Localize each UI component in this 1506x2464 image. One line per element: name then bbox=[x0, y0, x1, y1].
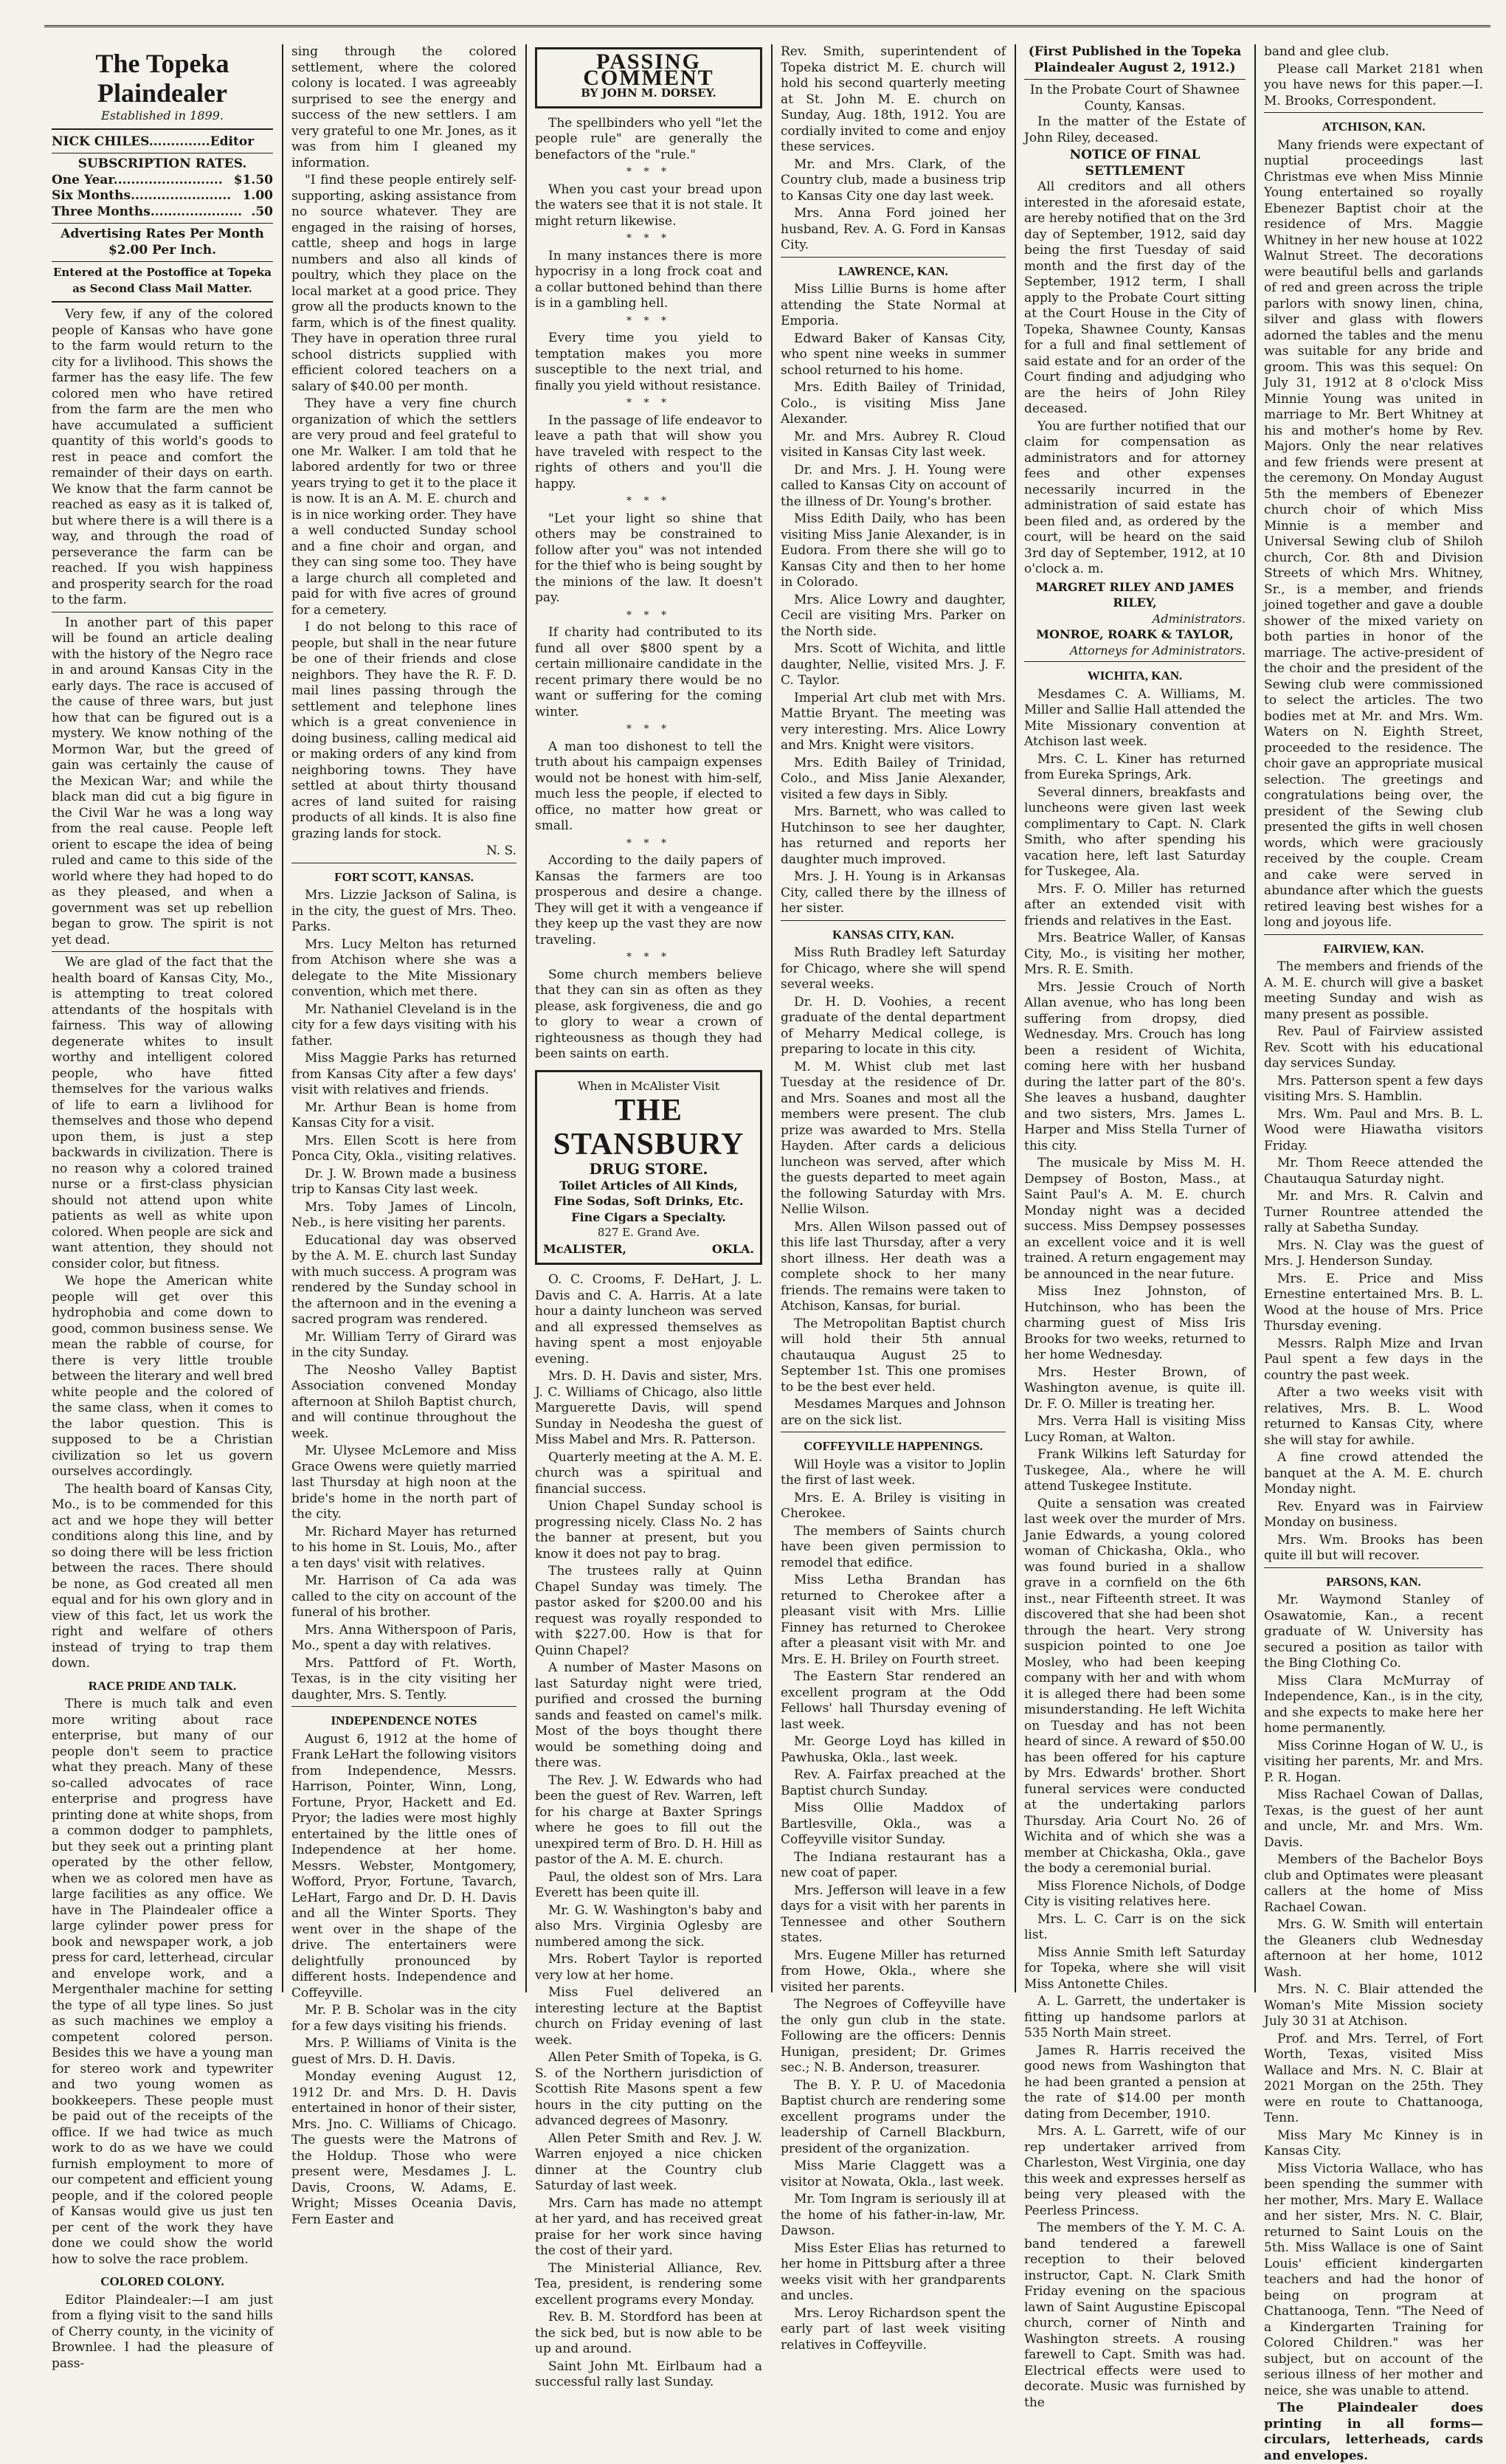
news-item: The members of Saints church have been given permission to remodel that edifice. bbox=[781, 1523, 1006, 1570]
news-item: Miss Corinne Hogan of W. U., is visiting her parents, Mr. and Mrs. P. R. Hogan. bbox=[1264, 1738, 1483, 1785]
ad-address: 827 E. Grand Ave. bbox=[597, 1226, 700, 1239]
separator-stars: * * * bbox=[626, 495, 671, 507]
news-item: Miss Rachael Cowan of Dallas, Texas, is the guest of her aunt and uncle, Mr. and Mrs. Wm. Davis. bbox=[1264, 1787, 1483, 1850]
editorial-paragraph: In another part of this paper will be found an article dealing with the history of the Negro race in and around Kansas City in the early days. The race is accused of the cause of three wars, but just how that can be figured out is a mystery. We know nothing of the Mormon War, but the greed of gain was certainly the cause of the Mexican War; and while the black man did cut a big figure in the Civil War he was a long way from the real cause. People left orient to escape the idea of being ruled and came to this side of the world where they had hoped to do as they pleased, and when a government was set up rebellion began to grow. The spirit is not yet dead. bbox=[52, 615, 273, 948]
news-item: Mrs. Lizzie Jackson of Salina, is in the city, the guest of Mrs. Theo. Parks. bbox=[291, 888, 517, 934]
news-item: Mrs. E. Price and Miss Ernestine entertained Mrs. B. L. Wood at the house of Mrs. Price Thursday evening. bbox=[1264, 1271, 1483, 1333]
section-heading-kansas-city: KANSAS CITY, KAN. bbox=[832, 927, 954, 942]
legal-notice bbox=[1024, 44, 1246, 658]
ad-store-sub: DRUG STORE. bbox=[589, 1160, 708, 1178]
news-item: Miss Marie Claggett was a visitor at Nowata, Okla., last week. bbox=[781, 2158, 1006, 2189]
ad-location bbox=[543, 1241, 754, 1257]
news-item: Mrs. Lucy Melton has returned from Atchison where she was a delegate to the Mite Missionary convention, which met there. bbox=[291, 936, 517, 999]
news-item: Mrs. Patterson spent a few days visiting Mrs. S. Hamblin. bbox=[1264, 1073, 1483, 1104]
editorial-paragraph: We hope the American white people will get over this hydrophobia and come down to good, common business sense. We mean the rabble of course, for there is very little trouble between the literary and well bred white people and the colored of the same class, when it comes to the labor question. This is supposed to be a Christian civilization so let us govern ourselves accordingly. bbox=[52, 1274, 273, 1479]
news-item: O. C. Crooms, F. DeHart, J. L. Davis and C. A. Harris. At a late hour a dainty luncheon was served and all expressed themselves as having spent a most enjoyable evening. bbox=[535, 1272, 762, 1367]
legal-body: All creditors and all others interested in the aforesaid estate, are hereby notified that on the 3rd day of September, 1912, said day being the first Tuesday of said month and the first day of the September, 1912 term, I shall apply to the Probate Court sitting at the Court House in the City of Topeka, Shawnee County, Kansas for a full and final settlement of said estate and for an order of the Court finding and adjudging who are the heirs of John Riley deceased. bbox=[1024, 179, 1246, 416]
article-signature: N. S. bbox=[486, 843, 517, 858]
news-item: Rev. A. Fairfax preached at the Baptist church Sunday. bbox=[781, 1767, 1006, 1798]
column-rule bbox=[525, 44, 527, 1992]
news-item: The Ministerial Alliance, Rev. Tea, president, is rendering some excellent programs every Monday. bbox=[535, 2260, 762, 2308]
comment: According to the daily papers of Kansas the farmers are too prosperous and desire a change. They will get it with a vengeance if they keep up the vast they are now traveling. bbox=[535, 853, 762, 948]
section-heading-independence: INDEPENDENCE NOTES bbox=[331, 1714, 477, 1728]
news-item: Paul, the oldest son of Mrs. Lara Everett has been quite ill. bbox=[535, 1869, 762, 1900]
news-item: Miss Lillie Burns is home after attending the State Normal at Emporia. bbox=[781, 282, 1006, 328]
article-paragraph: "I find these people entirely self-supporting, asking assistance from no source whatever. They are engaged in the raising of horses, cattle, sheep and hogs in large numbers and also all kinds of poultry, which they place on the local market at a good price. They grow all the products known to the farm, which is of the finest quality. They have in operation three rural school districts supplied with efficient colored teachers on a salary of $40.00 per month. bbox=[291, 173, 517, 394]
news-item: The Rev. J. W. Edwards who had been the guest of Rev. Warren, left for his charge at Baxter Springs where he goes to fill out the unexpired term of Bro. D. H. Hill as pastor of the A. M. E. church. bbox=[535, 1773, 762, 1867]
news-item: The musicale by Miss M. H. Dempsey of Boston, Mass., at Saint Paul's A. M. E. church Monday night was a decided success. Miss Dempsey possesses an excellent voice and it is well trained. A return engagement may be announced in the near future. bbox=[1024, 1156, 1246, 1282]
news-item: Union Chapel Sunday school is progressing nicely. Class No. 2 has the banner at present, but you know it does not pay to brag. bbox=[535, 1499, 762, 1561]
postoffice-entry: Entered at the Postoffice at Topeka as Second Class Mail Matter. bbox=[52, 266, 272, 295]
news-item: Mrs. Barnett, who was called to Hutchinson to see her daughter, has returned and reports her daughter much improved. bbox=[781, 804, 1006, 867]
news-item: Rev. Enyard was in Fairview Monday on business. bbox=[1264, 1499, 1483, 1530]
news-item: Mrs. Edith Bailey of Trinidad, Colo., and Miss Janie Alexander, visited a few days in Sibly. bbox=[781, 755, 1006, 802]
news-item: A number of Master Masons on last Saturday night were tried, purified and crossed the burning sands and feasted on camel's milk. Most of the boys thought there would be something doing and there was. bbox=[535, 1660, 762, 1770]
news-item: Several dinners, breakfasts and luncheons were given last week complimentary to Capt. N. Clark Smith, who after spending his vacation here, left last Saturday for Tuskegee, Ala. bbox=[1024, 784, 1246, 879]
legal-first-published: (First Published in the Topeka Plaindealer August 2, 1912.) bbox=[1028, 44, 1242, 75]
column-2 bbox=[284, 44, 524, 2227]
news-item: Mrs. Wm. Paul and Mrs. B. L. Wood were Hiawatha visitors Friday. bbox=[1264, 1106, 1483, 1153]
divider bbox=[1264, 1567, 1483, 1568]
news-item: Frank Wilkins left Saturday for Tuskegee, Ala., where he will attend Tuskegee Institute. bbox=[1024, 1447, 1246, 1494]
section-heading-fort-scott: FORT SCOTT, KANSAS. bbox=[334, 869, 474, 884]
subscription-row: Three Months..................... .50 bbox=[52, 204, 273, 219]
divider bbox=[291, 1706, 517, 1707]
news-item: Mrs. Scott of Wichita, and little daughter, Nellie, visited Mrs. J. F. C. Taylor. bbox=[781, 641, 1006, 688]
news-item: Mr. Richard Mayer has returned to his home in St. Louis, Mo., after a ten days' visit with relatives. bbox=[291, 1524, 517, 1571]
news-item: The Metropolitan Baptist church will hold their 5th annual chautauqua August 25 to September 1st. This one promises to be the best ever held. bbox=[781, 1316, 1006, 1395]
news-item: Mrs. Eugene Miller has returned from Howe, Okla., where she visited her parents. bbox=[781, 1947, 1006, 1995]
news-item: Miss Victoria Wallace, who has been spending the summer with her mother, Mrs. Mary E. Wallace and her sister, Mrs. N. C. Blair, returned to Saint Louis on the 5th. Miss Wallace is one of Saint Louis' efficient kindergarten teachers and had the honor of being on program at Chattanooga, Tenn. "The Need of a Kindergarten Training for Colored Children." was her subject, but on account of the serious illness of her mother and neice, she was unable to attend. bbox=[1264, 2161, 1483, 2398]
news-item: Many friends were expectant of nuptial proceedings last Christmas eve when Miss Minnie Young entertained so royally Ebenezer Baptist choir at the residence of Mrs. Maggie Whitney in her new house at 1022 Walnut Street. The decorations were beautiful bells and garlands of red and green across the triple parlors with snowy linen, china, silver and glass with flowers adorned the tables and the menu was suitable for any bride and groom. This was this sequel: On July 31, 1912 at 8 o'clock Miss Minnie Young was united in marriage to Mr. Bert Whitney at his and mother's home by Rev. Majors. Only the near relatives and few friends were present at the ceremony. On Monday August 5th the members of Ebenezer church choir of which Miss Minnie is a member and Universal Sewing club of Shiloh church, Cor. 8th and Division Streets of which Mrs. Whitney, Sr., is a member, and friends joined together and gave a double shower of the mixed variety on both parties in honor of the marriage. The active-president of the choir and the president of the Sewing club were commissioned to select the articles. The two bodies met at Mr. and Mrs. Wm. Waters on N. Eighth Street, proceeded to the residence. The choir gave an appropriate musical selection. The greetings and congratulations being over, the president of the Sewing club presented the gifts in well chosen words, which were graciously received by the couple. Cream and cake were served in abundance after which the guests retired leaving best wishes for a long and joyous life. bbox=[1264, 137, 1483, 930]
news-item: Mrs. G. W. Smith will entertain the Gleaners club Wednesday afternoon at her home, 1012 Wash. bbox=[1264, 1917, 1483, 1980]
passing-comment-box bbox=[535, 47, 762, 108]
news-item: Mrs. L. C. Carr is on the sick list. bbox=[1024, 1911, 1246, 1942]
section-heading-atchison: ATCHISON, KAN. bbox=[1322, 120, 1426, 134]
news-item: Mrs. Toby James of Lincoln, Neb., is here visiting her parents. bbox=[291, 1199, 517, 1230]
news-item: Mrs. Verra Hall is visiting Miss Lucy Roman, at Walton. bbox=[1024, 1414, 1246, 1445]
news-item: Quite a sensation was created last week over the murder of Mrs. Janie Edwards, a young colored woman of Chickasha, Okla., who was found buried in a shallow grave in a cornfield on the 6th inst., near Fifteenth street. It was discovered that she had been shot through the heart. Very strong suspicion pointed to one Joe Mosley, who had been keeping company with her and with whom it is alleged there had been some misunderstanding. He left Wichita on Tuesday and has not been heard of since. A reward of $50.00 has been offered for his capture by Mrs. Edwards' brother. Short funeral services were conducted at the undertaking parlors Thursday. Aria Court No. 26 of Wichita and of which she was a member at Chickasha, Okla., gave the body a ceremonial burial. bbox=[1024, 1496, 1246, 1876]
news-item: Messrs. Ralph Mize and Irvan Paul spent a few days in the country the past week. bbox=[1264, 1336, 1483, 1383]
ad-state: OKLA. bbox=[711, 1241, 754, 1256]
news-item: Miss Clara McMurray of Independence, Kan., is in the city, and she expects to make here her home permanently. bbox=[1264, 1673, 1483, 1736]
legal-matter: In the matter of the Estate of John Riley, deceased. bbox=[1024, 114, 1246, 145]
legal-signers: MARGRET RILEY AND JAMES RILEY, bbox=[1035, 579, 1234, 610]
section-heading-colored-colony: COLORED COLONY. bbox=[100, 2274, 224, 2288]
legal-body: You are further notified that our claim for compensation as administrators and for attorney fees and other expenses necessarily incurred in the administration of said estate has been filed and, as ordered by the court, will be heard on the said 3rd day of September, 1912, at 10 o'clock a. m. bbox=[1024, 418, 1246, 576]
news-item: Mr. Tom Ingram is seriously ill at the home of his father-in-law, Mr. Dawson. bbox=[781, 2192, 1006, 2238]
legal-attorneys-role: Attorneys for Administrators. bbox=[1069, 643, 1246, 658]
divider bbox=[52, 223, 273, 224]
news-item: Mrs. J. H. Young is in Arkansas City, called there by the illness of her sister. bbox=[781, 869, 1006, 916]
news-item: Allen Peter Smith and Rev. J. W. Warren enjoyed a nice chicken dinner at the Country club Saturday of last week. bbox=[535, 2130, 762, 2193]
news-item: Mrs. Jessie Crouch of North Allan avenue, who has long been suffering from dropsy, died Wednesday. Mrs. Crouch has long been a resident of Wichita, coming here with her husband during the latter part of the 80's. She leaves a husband, daughter and two sisters, Mrs. James L. Harper and Miss Stella Turner of this city. bbox=[1024, 979, 1246, 1153]
divider bbox=[1264, 934, 1483, 935]
column-1 bbox=[44, 44, 280, 2371]
separator-stars: * * * bbox=[626, 397, 671, 409]
divider bbox=[52, 261, 273, 262]
news-item: Mr. William Terry of Girard was in the city Sunday. bbox=[291, 1329, 517, 1360]
news-item: Mrs. Pattford of Ft. Worth, Texas, is in the city visiting her daughter, Mrs. S. Tently. bbox=[291, 1655, 517, 1702]
news-item: Mrs. N. Clay was the guest of Mrs. J. Henderson Sunday. bbox=[1264, 1238, 1483, 1269]
column-rule bbox=[1254, 44, 1256, 1992]
news-item: Prof. and Mrs. Terrel, of Fort Worth, Texas, visited Miss Wallace and Mrs. N. C. Blair at 2021 Morgan on the 25th. They were en route to Chattanooga, Tenn. bbox=[1264, 2031, 1483, 2125]
section-heading-wichita: WICHITA, KAN. bbox=[1087, 669, 1183, 683]
news-item: Mr. Thom Reece attended the Chautauqua Saturday night. bbox=[1264, 1156, 1483, 1187]
comment: "Let your light so shine that others may be constrained to follow after you" was not intended for the thief who is being sought by the minions of the law. It doesn't pay. bbox=[535, 511, 762, 605]
divider bbox=[52, 128, 273, 130]
news-item: Mrs. D. H. Davis and sister, Mrs. J. C. Williams of Chicago, also little Marguerette Davis, will spend Sunday in Neodesha the guest of Miss Mabel and Mrs. R. Patterson. bbox=[535, 1369, 762, 1447]
section-heading-fairview: FAIRVIEW, KAN. bbox=[1323, 941, 1424, 956]
news-item: Miss Ester Elias has returned to her home in Pittsburg after a three weeks visit with her grandparents and uncles. bbox=[781, 2240, 1006, 2303]
separator-stars: * * * bbox=[626, 166, 671, 178]
printing-ad: The Plaindealer does printing in all forms—circulars, letterheads, cards and envelopes. bbox=[1264, 2401, 1483, 2463]
news-item: Mr. Arthur Bean is home from Kansas City for a visit. bbox=[291, 1100, 517, 1131]
divider bbox=[52, 951, 273, 952]
news-item: Mrs. Allen Wilson passed out of this life last Thursday, after a very short illness. Her death was a complete shock to her many friends. The remains were taken to Atchison, Kansas, for burial. bbox=[781, 1219, 1006, 1314]
news-item: Please call Market 2181 when you have news for this paper.—I. M. Brooks, Correspondent. bbox=[1264, 61, 1483, 108]
legal-court: In the Probate Court of Shawnee County, Kansas. bbox=[1029, 83, 1240, 114]
news-item: Mr. Harrison of Ca ada was called to the city on account of the funeral of his brother. bbox=[291, 1573, 517, 1620]
comment: In many instances there is more hypocrisy in a long frock coat and a collar buttoned behind than there is in a gambling hell. bbox=[535, 248, 762, 311]
news-item: Mrs. P. Williams of Vinita is the guest of Mrs. D. H. Davis. bbox=[291, 2036, 517, 2067]
divider bbox=[1024, 661, 1246, 662]
news-item: Mrs. Carn has made no attempt at her yard, and has received great praise for her work since having the cost of their yard. bbox=[535, 2195, 762, 2258]
news-item: Mrs. Robert Taylor is reported very low at her home. bbox=[535, 1952, 762, 1983]
editorial-paragraph: The health board of Kansas City, Mo., is to be commended for this act and we hope they will better conditions along this line, and by so doing there will be less friction between the races. There should be none, as God created all men equal and for his own glory and in view of this fact, let us work the right and welfare of others instead of trying to trap them down. bbox=[52, 1481, 273, 1671]
news-item: Miss Edith Daily, who has been visiting Miss Janie Alexander, is in Eudora. From there she will go to Kansas City and then to her home in Colorado. bbox=[781, 511, 1006, 590]
ad-intro: When in McAlister Visit bbox=[577, 1078, 720, 1093]
news-item: The Indiana restaurant has a new coat of paper. bbox=[781, 1849, 1006, 1880]
news-item: Rev. B. M. Stordford has been at the sick bed, but is now able to be up and around. bbox=[535, 2310, 762, 2356]
column-6 bbox=[1257, 44, 1491, 2463]
news-item: Mrs. F. O. Miller has returned after an extended visit with friends and relatives in the East. bbox=[1024, 881, 1246, 928]
byline: BY JOHN M. DORSEY. bbox=[581, 86, 716, 100]
news-item: Mrs. Jefferson will leave in a few days for a visit with her parents in Tennessee and other Southern states. bbox=[781, 1882, 1006, 1945]
news-item: The members and friends of the A. M. E. church will give a basket meeting Sunday and wish as many present as possible. bbox=[1264, 959, 1483, 1022]
news-item: Quarterly meeting at the A. M. E. church was a spiritual and financial success. bbox=[535, 1449, 762, 1497]
news-item: Miss Maggie Parks has returned from Kansas City after a few days' visit with relatives and friends. bbox=[291, 1051, 517, 1097]
news-item: Mrs. Ellen Scott is here from Ponca City, Okla., visiting relatives. bbox=[291, 1133, 517, 1164]
news-item: Mrs. Edith Bailey of Trinidad, Colo., is visiting Miss Jane Alexander. bbox=[781, 380, 1006, 427]
column-3 bbox=[528, 44, 770, 2389]
comment: The spellbinders who yell "let the people rule" are generally the benefactors of the "rule." bbox=[535, 115, 762, 162]
separator-stars: * * * bbox=[626, 314, 671, 327]
news-item: August 6, 1912 at the home of Frank LeHart the following visitors from Independence, Messrs. Harrison, Pointer, Winn, Long, Fortune, Pryor, Hackett and Ed. Pryor; the ladies were most highly entertained by the little ones of Independence at her home. Messrs. Webster, Montgomery, Wofford, Pryor, Fortune, Tavarch, LeHart, Fargo and Dr. D. H. Davis and all the Winter Sports. They went over in the shape of the drive. The entertainers were delightfully pronounced by different hosts. Independence and Coffeyville. bbox=[291, 1731, 517, 2001]
news-item: Mr. Ulysee McLemore and Miss Grace Owens were quietly married last Thursday at high noon at the bride's home in the north part of the city. bbox=[291, 1443, 517, 1522]
subscription-row: Six Months....................... 1.00 bbox=[52, 188, 273, 203]
news-item: Miss Ollie Maddox of Bartlesville, Okla., was a Coffeyville visitor Sunday. bbox=[781, 1801, 1006, 1847]
news-item: Monday evening August 12, 1912 Dr. and Mrs. D. H. Davis entertained in honor of their sister, Mrs. Jno. C. Williams of Chicago. The guests were the Matrons of the Holdup. Those who were present were, Mesdames J. L. Davis, Croons, W. Adams, E. Wright; Misses Oceania Davis, Fern Easter and bbox=[291, 2069, 517, 2227]
divider bbox=[1264, 112, 1483, 113]
news-item: The trustees rally at Quinn Chapel Sunday was timely. The pastor asked for $200.00 and his request was royally responded to with $227.00. How is that for Quinn Chapel? bbox=[535, 1564, 762, 1658]
column-rule bbox=[282, 44, 283, 1992]
masthead-established: Established in 1899. bbox=[101, 108, 224, 122]
column-4 bbox=[773, 44, 1013, 2353]
ad-store-name: THE STANSBURY bbox=[553, 1094, 745, 1162]
news-item: M. M. Whist club met last Tuesday at the residence of Dr. and Mrs. Soanes and most all the members were present. The club prize was awarded to Mrs. Stella Hayden. After cards a delicious luncheon was served, after which the guests departed to meet again the following Saturday with Mrs. Nellie Wilson. bbox=[781, 1059, 1006, 1217]
news-item: Dr. and Mrs. J. H. Young were called to Kansas City on account of the illness of Dr. Young's brother. bbox=[781, 462, 1006, 509]
newspaper-page bbox=[44, 15, 1491, 2463]
stansbury-drug-store-ad bbox=[535, 1070, 762, 1266]
masthead-title: The Topeka Plaindealer bbox=[95, 49, 229, 108]
news-item: Mrs. Hester Brown, of Washington avenue, is quite ill. Dr. F. O. Miller is treating her. bbox=[1024, 1364, 1246, 1412]
comment: A man too dishonest to tell the truth about his campaign expenses would not be honest with him-self, much less the people, if elected to office, no matter how great or small. bbox=[535, 739, 762, 833]
separator-stars: * * * bbox=[626, 232, 671, 244]
divider bbox=[781, 257, 1006, 258]
news-item: Mrs. C. L. Kiner has returned from Eureka Springs, Ark. bbox=[1024, 751, 1246, 782]
news-item: Mr. and Mrs. Aubrey R. Cloud visited in Kansas City last week. bbox=[781, 429, 1006, 460]
news-item: A fine crowd attended the banquet at the A. M. E. church Monday night. bbox=[1264, 1450, 1483, 1497]
section-heading-lawrence: LAWRENCE, KAN. bbox=[838, 263, 948, 278]
separator-stars: * * * bbox=[626, 837, 671, 849]
news-item: Miss Annie Smith left Saturday for Topeka, where she will visit Miss Antonette Chiles. bbox=[1024, 1944, 1246, 1992]
news-item: Mrs. Wm. Brooks has been quite ill but will recover. bbox=[1264, 1532, 1483, 1563]
news-item: Rev. Smith, superintendent of Topeka district M. E. church will hold his second quarterly meeting at St. John M. E. church on Sunday, Aug. 18th, 1912. You are cordially invited to come and enjoy these services. bbox=[781, 44, 1006, 154]
news-item: Dr. J. W. Brown made a business trip to Kansas City last week. bbox=[291, 1166, 517, 1197]
editor-line: NICK CHILES..............Editor bbox=[52, 134, 255, 149]
subscription-heading: SUBSCRIPTION RATES. bbox=[77, 156, 247, 171]
divider bbox=[781, 920, 1006, 921]
subscription-row: One Year......................... $1.50 bbox=[52, 172, 273, 187]
page-top-border bbox=[44, 15, 1491, 27]
news-item: Imperial Art club met with Mrs. Mattie Bryant. The meeting was very interesting. Mrs. Alice Lowry and Mrs. Knight were visitors. bbox=[781, 690, 1006, 753]
news-item: Mr. Waymond Stanley of Osawatomie, Kan., a recent graduate of W. University has secured a position as tailor with the Bing Clothing Co. bbox=[1264, 1592, 1483, 1671]
news-item: Will Hoyle was a visitor to Joplin the first of last week. bbox=[781, 1457, 1006, 1488]
column-5 bbox=[1017, 44, 1253, 2410]
column-rule bbox=[771, 44, 773, 1992]
news-item: Mesdames Marques and Johnson are on the sick list. bbox=[781, 1397, 1006, 1428]
news-item: Miss Mary Mc Kinney is in Kansas City. bbox=[1264, 2127, 1483, 2158]
separator-stars: * * * bbox=[626, 723, 671, 735]
comment: If charity had contributed to its fund all over $800 spent by a certain millionaire candidate in the recent primary there would be no want or suffering for the coming winter. bbox=[535, 625, 762, 719]
news-item: Rev. Paul of Fairview assisted Rev. Scott with his educational day services Sunday. bbox=[1264, 1024, 1483, 1071]
news-item: Members of the Bachelor Boys club and Optimates were pleasant callers at the home of Miss Rachael Cowan. bbox=[1264, 1852, 1483, 1915]
news-item: Edward Baker of Kansas City, who spent nine weeks in summer school returned to his home. bbox=[781, 331, 1006, 378]
divider bbox=[1024, 79, 1246, 80]
news-item: A. L. Garrett, the undertaker is fitting up handsome parlors at 535 North Main street. bbox=[1024, 1994, 1246, 2040]
news-item: Mrs. Anna Witherspoon of Paris, Mo., spent a day with relatives. bbox=[291, 1622, 517, 1653]
legal-attorneys: MONROE, ROARK & TAYLOR, bbox=[1036, 627, 1234, 641]
news-item: Miss Letha Brandan has returned to Cherokee after a pleasant visit with Mrs. Lillie Finney has returned to Cherokee after a pleasant visit with Mr. and Mrs. E. H. Briley on Fourth street. bbox=[781, 1573, 1006, 1667]
passing-comment-title: PASSING COMMENT bbox=[583, 49, 714, 90]
column-rule bbox=[1015, 44, 1016, 1992]
news-item: Mr. G. W. Washington's baby and also Mrs. Virginia Oglesby are numbered among the sick. bbox=[535, 1902, 762, 1950]
editorial-paragraph: We are glad of the fact that the health board of Kansas City, Mo., is attempting to treat colored attendants of the hospitals with fairness. This way of allowing degenerate whites to insult worthy and intelligent colored people, who have fitted themselves for the various walks of life to earn a livlihood for themselves and those who depend upon them, is just a step backwards in civilization. There is no reason why a colored trained nurse or a first-class physician should not attend upon white patients as well as white upon colored. When people are sick and want attention, they should not consider color, but fitness. bbox=[52, 955, 273, 1271]
comment: When you cast your bread upon the waters see that it is not stale. It might return likewise. bbox=[535, 182, 762, 229]
article-paragraph: sing through the colored settlement, where the colored colony is located. I was agreeably surprised to see the energy and success of the new settlers. I am very grateful to one Mr. Jones, as it was from him I gleaned my information. bbox=[291, 44, 517, 170]
news-item: band and glee club. bbox=[1264, 44, 1389, 59]
news-item: Mrs. N. C. Blair attended the Woman's Mite Mission society July 30 31 at Atchison. bbox=[1264, 1982, 1483, 2029]
news-item: Allen Peter Smith of Topeka, is G. S. of the Northern jurisdiction of Scottish Rite Masons spent a few hours in the city putting on the advanced degrees of Masonry. bbox=[535, 2050, 762, 2128]
news-item: Educational day was observed by the A. M. E. church last Sunday with much success. A program was rendered by the Sunday school in the afternoon and in the evening a sacred program was rendered. bbox=[291, 1232, 517, 1327]
news-item: Saint John Mt. Eirlbaum had a successful rally last Sunday. bbox=[535, 2358, 762, 2389]
news-item: After a two weeks visit with relatives, Mrs. B. L. Wood returned to Kansas City, where she will stay for awhile. bbox=[1264, 1385, 1483, 1448]
news-item: Mrs. Beatrice Waller, of Kansas City, Mo., is visiting her mother, Mrs. R. E. Smith. bbox=[1024, 931, 1246, 977]
news-item: Mrs. Alice Lowry and daughter, Cecil are visiting Mrs. Parker on the North side. bbox=[781, 592, 1006, 639]
article-paragraph: They have a very fine church organization of which the settlers are very proud and feel grateful to one Mr. Walker. I am told that he labored ardently for two or three years trying to get it to the place it is now. It is an A. M. E. church and is in nice working order. They have a well conducted Sunday school and a fine choir and organ, and they can sing some too. They have a large church all completed and paid for with five acres of ground for a cemetery. bbox=[291, 396, 517, 618]
news-item: Mrs. E. A. Briley is visiting in Cherokee. bbox=[781, 1490, 1006, 1521]
section-heading-parsons: PARSONS, KAN. bbox=[1326, 1574, 1421, 1589]
news-item: Dr. H. D. Voohies, a recent graduate of the dental department of Meharry Medical college, is preparing to locate in this city. bbox=[781, 994, 1006, 1057]
separator-stars: * * * bbox=[626, 609, 671, 621]
article-paragraph: There is much talk and even more writing about race enterprise, but many of our people don't seem to practice what they preach. Many of these so-called advocates of race enterprise and progress have printing done at white shops, from a common dodger to pamphlets, but they seek out a printing plant operated by the other fellow, when we as colored men have as large facilities as any office. We have in The Plaindealer office a large cylinder power press for book and newspaper work, a job press for card, letterhead, circular and envelope work, and a Mergenthaler machine for setting the type of all type lines. So just as such machines we employ a competent colored person. Besides this we have a young man for stereo work and typewriter and two young women as bookkeepers. These people must be paid out of the receipts of the office. If we had twice as much work to do as we have we could furnish employment to more of our competent and efficient young people, and if the colored people of Kansas would give us just ten per cent of the work they have done we could show the world how to solve the race problem. bbox=[52, 1697, 273, 2267]
news-item: The Negroes of Coffeyville have the only gun club in the state. Following are the officers: Dennis Hunigan, president; Dr. Grimes sec.; N. B. Anderson, treasurer. bbox=[781, 1997, 1006, 2075]
news-item: Miss Florence Nichols, of Dodge City is visiting relatives here. bbox=[1024, 1878, 1246, 1909]
news-item: The Neosho Valley Baptist Association convened Monday afternoon at Shiloh Baptist church, and will continue throughout the week. bbox=[291, 1362, 517, 1441]
ad-city: McALISTER, bbox=[543, 1241, 627, 1256]
article-paragraph: I do not belong to this race of people, but shall in the near future be one of their friends and close neighbors. They have the R. F. D. mail lines passing through the settlement and telephone lines which is a great convenience in doing business, calling medical aid or making orders of any kind from neighboring towns. They have settled at about thirty thousand acres of land suited for raising products of all kinds. It is also fine grazing lands for stock. bbox=[291, 620, 517, 841]
article-paragraph: Editor Plaindealer:—I am just from a flying visit to the sand hills of Cherry county, in the vicinity of Brownlee. I had the pleasure of pass- bbox=[52, 2292, 273, 2371]
news-item: Miss Ruth Bradley left Saturday for Chicago, where she will spend several weeks. bbox=[781, 945, 1006, 992]
news-item: Mrs. Leroy Richardson spent the early part of last week visiting relatives in Coffeyville. bbox=[781, 2305, 1006, 2353]
news-item: Mr. P. B. Scholar was in the city for a few days visiting his friends. bbox=[291, 2003, 517, 2034]
section-heading-coffeyville: COFFEYVILLE HAPPENINGS. bbox=[804, 1439, 983, 1453]
advertising-rates: Advertising Rates Per Month $2.00 Per Inch. bbox=[61, 227, 264, 258]
news-item: Mesdames C. A. Williams, M. Miller and Sallie Hall attended the Mite Missionary convention at Atchison last week. bbox=[1024, 686, 1246, 749]
separator-stars: * * * bbox=[626, 951, 671, 963]
news-item: The Eastern Star rendered an excellent program at the Odd Fellows' hall Thursday evening of last week. bbox=[781, 1669, 1006, 1732]
news-item: Mrs. Anna Ford joined her husband, Rev. A. G. Ford in Kansas City. bbox=[781, 206, 1006, 252]
editorial-paragraph: Very few, if any of the colored people of Kansas who have gone to the farm would return to the city for a livlihood. This shows the farmer has the easy life. The few colored men who have retired from the farm are the men who have accumulated a sufficient quantity of this world's goods to rest in peace and comfort the remainder of their days on earth. We know that the farm cannot be reached as easy as it is talked of, but where there is a will there is a way, and through the road of perseverance the farm can be reached. If you wish happiness and prosperity search for the road to the farm. bbox=[52, 307, 273, 607]
news-item: Mr. and Mrs. R. Calvin and Turner Rountree attended the rally at Sabetha Sunday. bbox=[1264, 1189, 1483, 1235]
divider bbox=[52, 301, 273, 303]
news-item: Miss Fuel delivered an interesting lecture at the Baptist church on Friday evening of last week. bbox=[535, 1985, 762, 2048]
comment: Some church members believe that they can sin as often as they please, ask forgiveness, die and go to glory to wear a crown of righteousness as though they had been saints on earth. bbox=[535, 967, 762, 1061]
news-item: Miss Inez Johnston, of Hutchinson, who has been the charming guest of Miss Iris Brooks for two weeks, returned to her home Wednesday. bbox=[1024, 1284, 1246, 1362]
legal-notice-heading: NOTICE OF FINAL SETTLEMENT bbox=[1069, 148, 1201, 179]
legal-signers-role: Administrators. bbox=[1152, 611, 1246, 626]
news-item: Mr. and Mrs. Clark, of the Country club, made a business trip to Kansas City one day last week. bbox=[781, 156, 1006, 204]
comment: Every time you yield to temptation makes you more susceptible to the next trial, and finally you yield without resistance. bbox=[535, 331, 762, 393]
news-item: Mr. Nathaniel Cleveland is in the city for a few days visiting with his father. bbox=[291, 1001, 517, 1049]
ad-description: Toilet Articles of All Kinds, Fine Sodas, Soft Drinks, Etc. Fine Cigars a Specialty. bbox=[553, 1178, 744, 1224]
news-item: Mrs. A. L. Garrett, wife of our rep undertaker arrived from Charleston, West Virginia, one day this week and expresses herself as being very pleased with the Peerless Princess. bbox=[1024, 2124, 1246, 2218]
section-heading-race-pride: RACE PRIDE AND TALK. bbox=[88, 1678, 237, 1693]
comment: In the passage of life endeavor to leave a path that will show you have traveled with respect to the rights of others and you'll die happy. bbox=[535, 413, 762, 491]
news-item: James R. Harris received the good news from Washington that he had been granted a pension at the rate of $14.00 per month dating from December, 1910. bbox=[1024, 2043, 1246, 2122]
news-item: The B. Y. P. U. of Macedonia Baptist church are rendering some excellent programs under the leadership of Carnell Blackburn, president of the organization. bbox=[781, 2077, 1006, 2156]
news-item: Mr. George Loyd has killed in Pawhuska, Okla., last week. bbox=[781, 1734, 1006, 1765]
news-item: The members of the Y. M. C. A. band tendered a farewell reception to their beloved instructor, Capt. N. Clark Smith Friday evening on the spacious lawn of Saint Augustine Episcopal church, corner of Ninth and Washington streets. A rousing farewell to Capt. Smith was had. Electrical effects were used to decorate. Music was furnished by the bbox=[1024, 2220, 1246, 2410]
